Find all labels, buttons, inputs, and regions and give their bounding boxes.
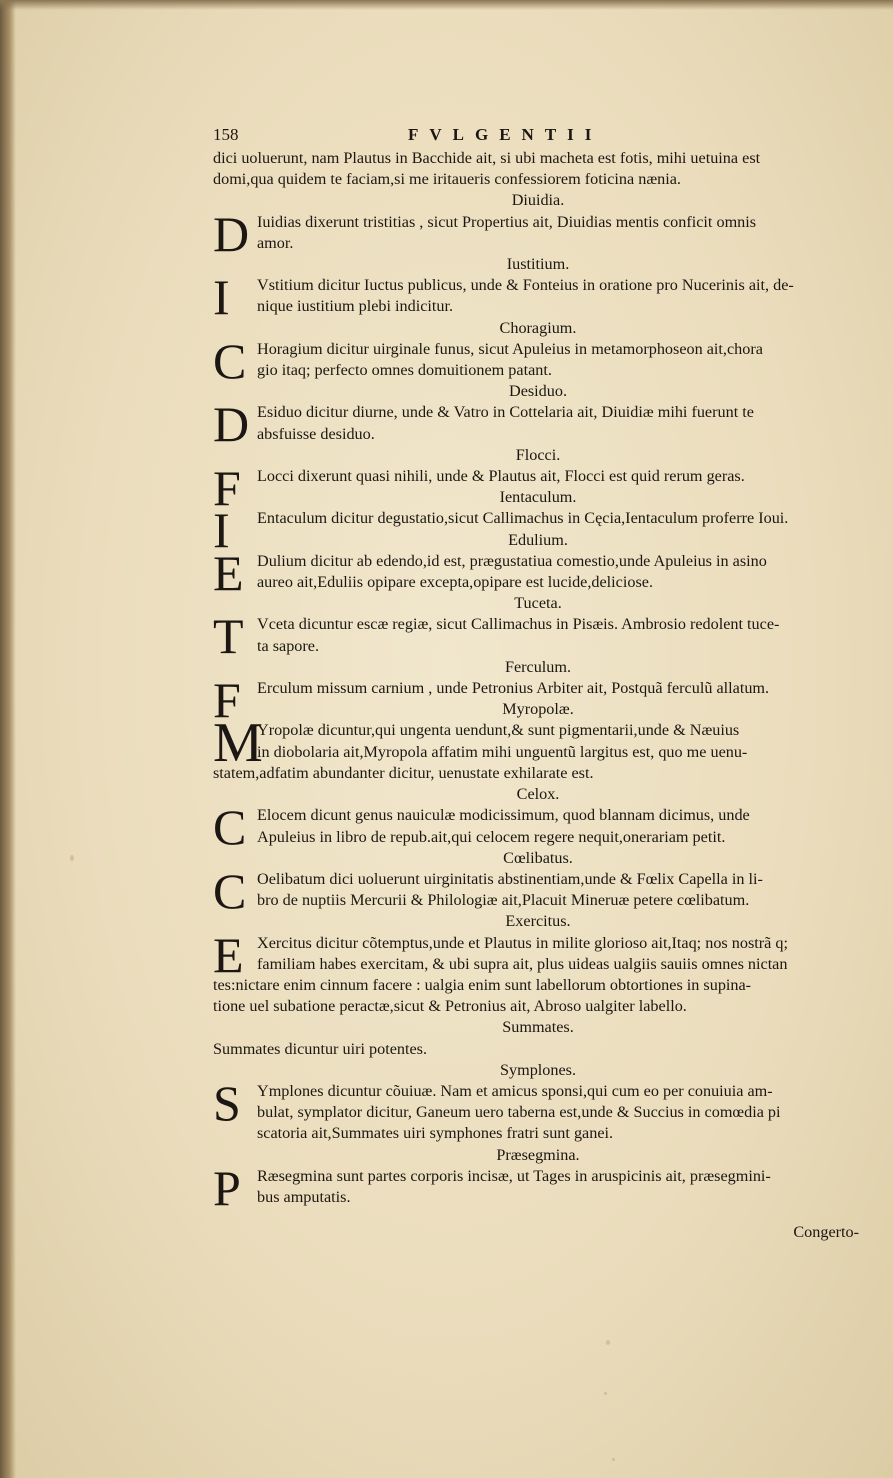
- drop-cap-initial: D: [213, 205, 250, 262]
- drop-cap-initial: F: [213, 672, 241, 729]
- page-gutter-shadow: [0, 0, 16, 1478]
- page-number: 158: [213, 125, 239, 144]
- entry-heading: Choragium.: [499, 318, 577, 337]
- glossary-entry: [213, 1159, 863, 1216]
- opening-line: dici uoluerunt, nam Plautus in Bacchide ait, si ubi macheta est fotis, mihi uetuina est: [213, 149, 761, 167]
- running-title: FVLGENTII: [408, 125, 603, 144]
- entry-line: Esiduo dicitur diurne, unde & Vatro in Cottelaria ait, Diuidiæ mihi fuerunt te: [257, 403, 754, 422]
- entry-line: Vceta dicuntur escæ regiæ, sicut Callimachus in Pisæis. Ambrosio redolent tuce-: [257, 615, 780, 634]
- entry-heading: Ferculum.: [504, 657, 572, 676]
- entry-line: Locci dixerunt quasi nihili, unde & Plautus ait, Flocci est quid rerum geras.: [257, 467, 745, 486]
- paper-spot: [606, 1340, 610, 1345]
- glossary-entry: [213, 332, 863, 389]
- entry-line: Iuidias dixerunt tristitias , sicut Propertius ait, Diuidias mentis conficit omnis: [257, 212, 757, 231]
- drop-cap-initial: T: [213, 608, 244, 665]
- entry-line: Elocem dicunt genus nauiculæ modicissimum, quod blannam dicimus, unde: [257, 806, 750, 825]
- glossary-entry: [213, 1039, 863, 1060]
- drop-cap-initial: P: [213, 1159, 241, 1216]
- drop-cap-initial: S: [213, 1074, 241, 1131]
- entry-line: bus amputatis.: [257, 1187, 351, 1206]
- paper-spot: [604, 1392, 607, 1395]
- drop-cap-initial: I: [213, 269, 230, 326]
- glossary-entry: [213, 926, 863, 1018]
- entry-heading: Ientaculum.: [499, 488, 577, 507]
- drop-cap-initial: D: [213, 396, 250, 453]
- glossary-entry: [213, 862, 863, 919]
- glossary-entry: [213, 1074, 863, 1145]
- entry-line: Ymplones dicuntur cõuiuæ. Nam et amicus sponsi,qui cum eo per conuiuia am-: [257, 1081, 773, 1100]
- entry-line: tione uel subatione peractæ,sicut & Petronius ait, Abroso ualgiter labello.: [213, 997, 687, 1016]
- entry-line: Horagium dicitur uirginale funus, sicut Apuleius in metamorphoseon ait,chora: [257, 339, 763, 358]
- entry-line: Erculum missum carnium , unde Petronius Arbiter ait, Postquã ferculũ allatum.: [257, 679, 770, 698]
- entry-line: ta sapore.: [257, 636, 320, 655]
- page-top-shadow: [0, 0, 893, 10]
- entry-line: tes:nictare enim cinnum facere : ualgia enim sunt labellorum obtortiones in supina-: [213, 975, 752, 994]
- drop-cap-initial: E: [213, 926, 244, 983]
- entry-heading: Edulium.: [508, 530, 568, 549]
- catchword: Congerto-: [793, 1223, 859, 1242]
- opening-line: domi,qua quidem te faciam,si me iritaueris confessiorem foticina nænia.: [213, 170, 681, 189]
- entry-heading: Flocci.: [515, 445, 561, 464]
- entry-heading: Præsegmina.: [496, 1145, 580, 1164]
- entry-heading: Cœlibatus.: [503, 848, 573, 867]
- glossary-entry: [213, 608, 863, 665]
- drop-cap-initial: I: [213, 502, 230, 559]
- glossary-entry: [213, 712, 863, 784]
- drop-cap-initial: E: [213, 544, 244, 601]
- entry-heading: Symplones.: [500, 1060, 576, 1079]
- running-head: [213, 124, 863, 148]
- entry-line: Yropolæ dicuntur,qui ungenta uendunt,& sunt pigmentarii,unde & Næuius: [257, 721, 740, 740]
- entry-line: amor.: [257, 233, 294, 252]
- entry-line: in diobolaria ait,Myropola affatim mihi unguentũ largitus est, quo me uenu-: [257, 742, 748, 761]
- entry-line: Entaculum dicitur degustatio,sicut Callimachus in Cęcia,Ientaculum proferre Ioui.: [257, 509, 789, 528]
- entry-heading: Diuidia.: [511, 191, 565, 210]
- entry-line: gio itaq; perfecto omnes domuitionem patant.: [257, 361, 552, 380]
- entry-heading: Summates.: [502, 1018, 574, 1037]
- entry-line: bulat, symplator dicitur, Ganeum uero taberna est,unde & Succius in comœdia pi: [257, 1103, 781, 1122]
- glossary-entries: [213, 190, 863, 1216]
- drop-cap-initial: C: [213, 332, 247, 389]
- entry-heading: Tuceta.: [514, 594, 562, 613]
- text-block: [213, 124, 863, 1243]
- entry-heading: Iustitium.: [506, 255, 570, 274]
- drop-cap-initial: C: [213, 799, 247, 856]
- glossary-entry: [213, 799, 863, 856]
- entry-line: Summates dicuntur uiri potentes.: [213, 1039, 428, 1058]
- drop-cap-initial: M: [213, 712, 263, 775]
- entry-line: Apuleius in libro de repub.ait,qui celocem regere nequit,onerariam petit.: [257, 827, 726, 846]
- entry-heading: Celox.: [516, 785, 560, 804]
- entry-line: aureo ait,Eduliis opipare excepta,opipare est lucide,deliciose.: [257, 573, 653, 592]
- entry-line: Vstitium dicitur Iuctus publicus, unde & Fonteius in oratione pro Nucerinis ait, de-: [257, 276, 794, 295]
- paper-spot: [70, 855, 74, 861]
- entry-line: statem,adfatim abundanter dicitur, uenustate exhilarate est.: [213, 763, 594, 782]
- drop-cap-initial: F: [213, 460, 241, 517]
- entry-line: Dulium dicitur ab edendo,id est, prægustatiua comestio,unde Apuleius in asino: [257, 551, 767, 570]
- entry-heading: Desiduo.: [509, 382, 567, 401]
- entry-heading: Myropolæ.: [502, 700, 574, 719]
- entry-line: Ræsegmina sunt partes corporis incisæ, ut Tages in aruspicinis ait, præsegmini-: [257, 1166, 771, 1185]
- entry-line: Xercitus dicitur cõtemptus,unde et Plautus in milite glorioso ait,Itaq; nos nostrã q;: [257, 933, 788, 952]
- entry-line: absfuisse desiduo.: [257, 424, 375, 443]
- entry-line: scatoria ait,Summates uiri symphones fratri sunt ganei.: [257, 1124, 614, 1143]
- drop-cap-initial: C: [213, 862, 247, 919]
- entry-heading: Exercitus.: [505, 912, 571, 931]
- paper-spot: [612, 1458, 615, 1461]
- entry-line: nique iustitium plebi indicitur.: [257, 297, 454, 316]
- glossary-entry: [213, 269, 863, 326]
- glossary-entry: [213, 205, 863, 262]
- glossary-entry: [213, 544, 863, 601]
- entry-line: Oelibatum dici uoluerunt uirginitatis abstinentiam,unde & Fœlix Capella in li-: [257, 869, 763, 888]
- entry-line: bro de nuptiis Mercurii & Philologiæ ait,Placuit Mineruæ petere cœlibatum.: [257, 891, 750, 910]
- entry-line: familiam habes exercitam, & ubi supra ait, plus uideas ualgiis sauiis omnes nictan: [257, 954, 788, 973]
- glossary-entry: [213, 396, 863, 453]
